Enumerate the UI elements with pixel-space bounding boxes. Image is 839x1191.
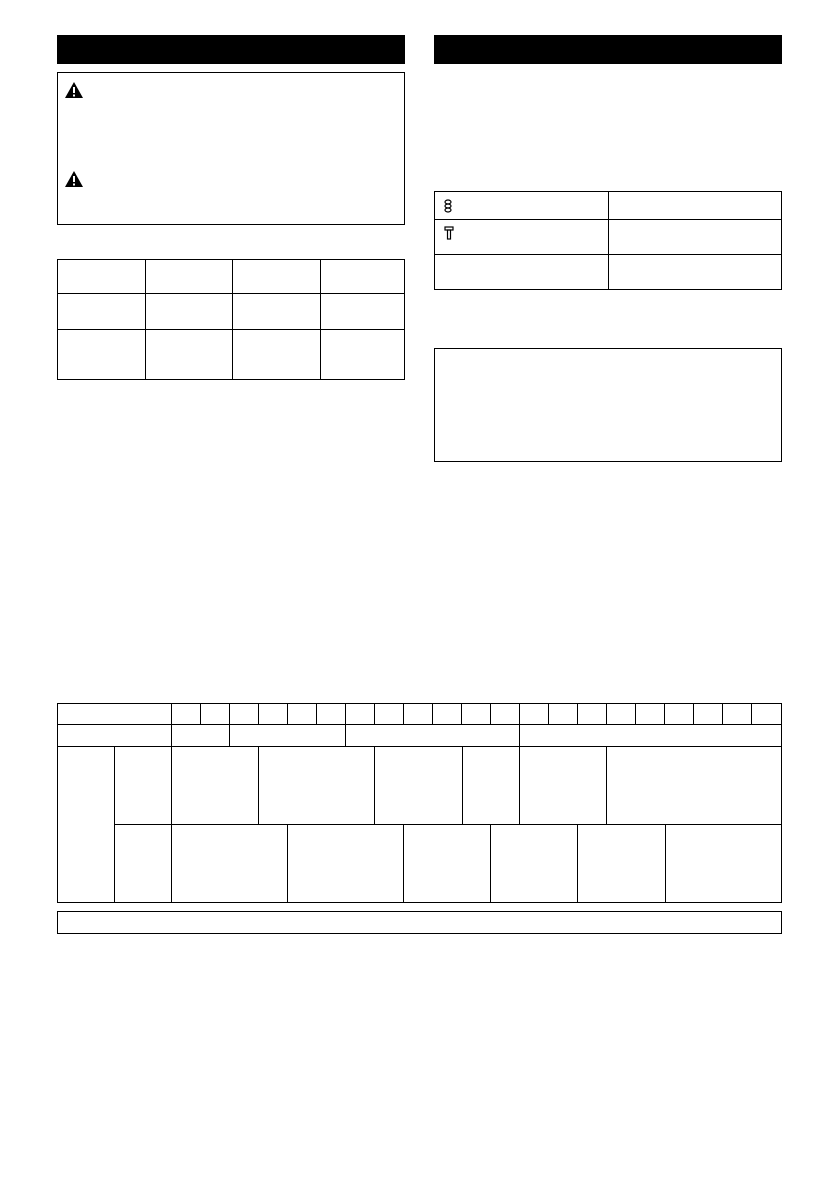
bottom-table bbox=[57, 703, 782, 903]
hammer-icon bbox=[444, 226, 454, 240]
table-cell bbox=[609, 192, 782, 220]
bottom-table-grid bbox=[57, 703, 782, 903]
table-cell bbox=[146, 294, 233, 330]
table-cell bbox=[435, 255, 609, 290]
left-header-bar bbox=[57, 35, 405, 64]
right-header-bar bbox=[434, 35, 782, 64]
table-cell bbox=[321, 294, 405, 330]
table-cell bbox=[321, 330, 405, 380]
warning-triangle-icon bbox=[64, 170, 84, 188]
table-cell bbox=[146, 330, 233, 380]
spec-table bbox=[57, 259, 405, 380]
table-cell bbox=[609, 255, 782, 290]
battery-icon bbox=[444, 199, 452, 213]
table-cell bbox=[58, 330, 146, 380]
warning-box bbox=[57, 72, 405, 225]
symbol-table bbox=[434, 191, 782, 290]
footer-box bbox=[57, 911, 782, 934]
table-cell bbox=[435, 192, 609, 220]
table-cell bbox=[233, 294, 321, 330]
table-cell bbox=[233, 260, 321, 294]
table-cell bbox=[435, 220, 609, 255]
table-cell bbox=[609, 220, 782, 255]
table-cell bbox=[146, 260, 233, 294]
warning-triangle-icon bbox=[64, 81, 84, 99]
table-cell bbox=[321, 260, 405, 294]
table-cell bbox=[58, 260, 146, 294]
table-cell bbox=[58, 294, 146, 330]
table-cell bbox=[233, 330, 321, 380]
note-box bbox=[434, 348, 782, 462]
